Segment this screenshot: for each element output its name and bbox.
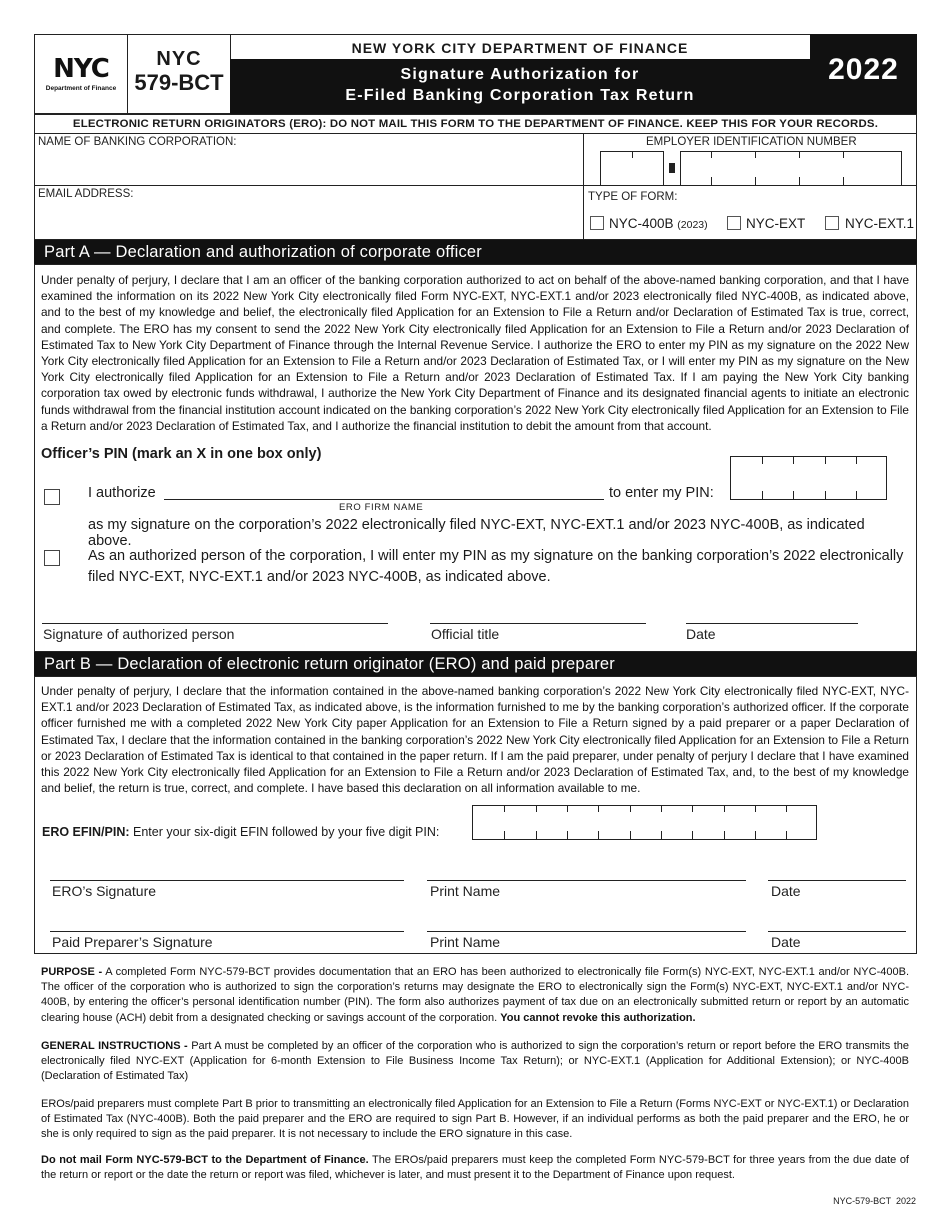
part-a-heading: Part A — Declaration and authorization of corporate officer (34, 240, 917, 264)
form-type-nyc400b-label (609, 216, 708, 231)
ero-instructions: EROs/paid preparers must complete Part B prior to transmitting an electronically filed Application for an Extension to File a Return (Forms NYC-EXT or NYC-EXT.1) or Declaration of Estimated Tax (NYC-400B). Both the paid preparer and the ERO are required to sign Part B. However, if an individual performs as both the paid preparer and the ERO, he or she is only required to sign as the paid preparer. It is not necessary to include the ERO signature in this case. (41, 1098, 909, 1141)
do-not-mail-instructions (41, 1153, 909, 1183)
pin-tick (856, 457, 857, 464)
email-input[interactable] (38, 202, 578, 236)
ein-tick (799, 152, 800, 158)
ein-tick (755, 152, 756, 158)
form-type-label: TYPE OF FORM: (588, 191, 678, 203)
authorized-signature-label: Signature of authorized person (43, 626, 235, 642)
nyc-logo (34, 34, 128, 114)
pin-tick (825, 491, 826, 499)
efin-pin-input[interactable] (472, 805, 817, 840)
form-type-nyc400b-checkbox[interactable] (590, 216, 604, 230)
form-type-nycext-checkbox[interactable] (727, 216, 741, 230)
pin-tick (825, 457, 826, 464)
preparer-signature-line[interactable] (50, 931, 404, 932)
efin-tick (755, 831, 756, 839)
official-title-label: Official title (431, 626, 500, 642)
form-type-nyc400b-note: (2023) (677, 219, 708, 231)
form-type-nycext1-checkbox[interactable] (825, 216, 839, 230)
official-title-line[interactable] (430, 623, 646, 624)
ero-signature-line[interactable] (50, 880, 404, 881)
ero-date-label: Date (771, 883, 801, 899)
pin-tick (793, 491, 794, 499)
ein-tick (632, 152, 633, 158)
efin-tick (504, 831, 505, 839)
ero-notice: ELECTRONIC RETURN ORIGINATORS (ERO): DO NOT MAIL THIS FORM TO THE DEPARTMENT OF FINANCE. KEEP THIS FOR YOUR RECORDS. (34, 114, 917, 134)
ein-part2 (680, 151, 902, 186)
preparer-date-label: Date (771, 934, 801, 950)
do-not-mail-label: Do not mail Form NYC-579-BCT to the Department of Finance. (41, 1154, 369, 1166)
authorize-continuation: as my signature on the corporation’s 2022 electronically filed NYC-EXT, NYC-EXT.1 and/or 2023 NYC-400B, as indicated above. (88, 517, 865, 549)
form-title-line2: E-Filed Banking Corporation Tax Return (345, 87, 695, 104)
pin-tick (762, 491, 763, 499)
ein-tick (799, 177, 800, 185)
officer-pin-heading: Officer’s PIN (mark an X in one box only) (41, 446, 322, 462)
purpose-bold-end: You cannot revoke this authorization. (500, 1011, 696, 1024)
authorize-prefix: I authorize (88, 485, 156, 501)
efin-tick (630, 806, 631, 812)
form-year: 2022 (810, 34, 917, 114)
authorize-suffix: to enter my PIN: (609, 485, 714, 501)
ero-print-name-label: Print Name (430, 883, 501, 899)
form-number-block (127, 34, 231, 114)
id-divider (583, 133, 584, 240)
preparer-date-line[interactable] (768, 931, 906, 932)
efin-tick (786, 806, 787, 812)
officer-pin-input[interactable] (730, 456, 887, 500)
form-title (230, 59, 810, 114)
efin-tick (536, 831, 537, 839)
efin-tick (692, 806, 693, 812)
ein-hyphen (669, 163, 675, 173)
ein-tick (755, 177, 756, 185)
pin-tick (793, 457, 794, 464)
pin-tick (856, 491, 857, 499)
ein-tick (711, 177, 712, 185)
efin-tick (504, 806, 505, 812)
ero-firm-name-label: ERO FIRM NAME (339, 502, 424, 513)
efin-tick (724, 806, 725, 812)
form-prefix: NYC (156, 48, 202, 70)
general-label: GENERAL INSTRUCTIONS - (41, 1040, 188, 1052)
ero-firm-name-input[interactable] (164, 499, 604, 500)
department-name: NEW YORK CITY DEPARTMENT OF FINANCE (230, 34, 810, 60)
form-type-nycext1-label: NYC-EXT.1 (845, 216, 915, 231)
part-a-declaration: Under penalty of perjury, I declare that I am an officer of the banking corporation authorized to act on behalf of the above-named banking corporation, and that I have examined the information on its 2022 New York City electronically filed Form NYC-EXT, NYC-EXT.1 and/or 2023 electronically filed NYC-400B, as indicated above, and to the best of my knowledge and belief, the electronically filed Application for an Extension to File a Return and/or Declaration of Estimated Tax is true, correct, and complete. The ERO has my consent to send the 2022 New York City electronically filed Application for an Extension to File a Return and/or 2023 Declaration of Estimated Tax to New York City Department of Finance through the Internal Revenue Service. I authorize the ERO to enter my PIN as my signature on the 2022 New York City electronically filed Application for an Extension to File a Return and/or 2023 Declaration of Estimated Tax, or I will enter my PIN as my signature on the New York City electronically filed Application for an Extension to File a Return and/or 2023 Declaration of Estimated Tax. If I am paying the New York City banking corporation tax owed by electronic funds withdrawal, I authorize the New York City Department of Finance and its designated financial agents to initiate an electronic funds withdrawal from the financial institution account indicated on the banking corporation’s 2022 New York City electronically filed Application for an Extension to File a Return and/or 2023 Declaration of Estimated Tax, and I authorize the financial institution to debit the amount from that account. (41, 273, 909, 433)
part-a-date-line[interactable] (686, 623, 858, 624)
part-b-heading: Part B — Declaration of electronic return originator (ERO) and paid preparer (34, 652, 917, 676)
corporation-name-label: NAME OF BANKING CORPORATION: (38, 136, 237, 148)
efin-tick (598, 806, 599, 812)
part-b-declaration: Under penalty of perjury, I declare that the information contained in the above-named banking corporation’s 2022 New York City electronically filed NYC-EXT, NYC-EXT.1 and/or 2023 Declaration of Estimated Tax, as indicated above, is the information furnished to me by the banking corporation’s authorized officer. If the corporate officer furnished me with a completed 2022 New York City paper Application for an Extension to File a Return signed by a paid preparer or a paper Declaration of Estimated Tax, I declare that the information contained in the banking corporation’s 2022 New York City electronically filed Application for an Extension to File a Return or 2023 Declaration of Estimated Tax is identical to that contained in the paper return. If I am the paid preparer, under penalty of perjury I declare that I have examined this 2022 New York City electronically filed Application for an Extension to File a Return and/or 2023 Declaration of Estimated Tax, and, to the best of my knowledge and belief, the return is true, correct, and complete. I have based this declaration on all information available to me. (41, 684, 909, 796)
efin-pin-instruction: Enter your six-digit EFIN followed by your five digit PIN: (133, 825, 440, 839)
ein-part1 (600, 151, 664, 186)
efin-tick (661, 806, 662, 812)
form-number: 579-BCT (134, 70, 224, 95)
form-title-line1: Signature Authorization for (400, 66, 640, 83)
efin-tick (567, 806, 568, 812)
ein-tick (711, 152, 712, 158)
ein-input[interactable] (600, 151, 900, 185)
logo-subtext: Department of Finance (45, 85, 117, 92)
email-label: EMAIL ADDRESS: (38, 188, 134, 200)
efin-tick (755, 806, 756, 812)
efin-tick (661, 831, 662, 839)
pin-tick (762, 457, 763, 464)
preparer-print-name-label: Print Name (430, 934, 501, 950)
part-a-date-label: Date (686, 626, 716, 642)
authorized-signature-line[interactable] (42, 623, 388, 624)
efin-pin-label-row (42, 825, 439, 839)
corporation-name-input[interactable] (38, 150, 578, 182)
ero-signature-label: ERO’s Signature (52, 883, 157, 899)
purpose-text: A completed Form NYC-579-BCT provides documentation that an ERO has been authorized to electronically file Form(s) NYC-EXT, NYC-EXT.1 and/or NYC-400B. The officer of the corporation who is authorized to sign the corporation’s returns may designate the ERO to electronically sign the Form(s) NYC-EXT, NYC-EXT.1 and/or NYC-400B, by entering the officer’s personal identification number (PIN). The form also authorizes payment of tax due on an electronically submitted return or report by an automatic clearing house (ACH) debit from a designated checking or savings account of the corporation. (41, 966, 910, 1024)
purpose-instructions (41, 965, 909, 1026)
preparer-signature-label: Paid Preparer’s Signature (52, 934, 213, 950)
efin-tick (630, 831, 631, 839)
ero-date-line[interactable] (768, 880, 906, 881)
purpose-label: PURPOSE - (41, 966, 103, 978)
do-not-mail-text: The EROs/paid preparers must keep the completed Form NYC-579-BCT for three years from the due date of the return or report or the date the return or report was filed, whichever is later, and must present it to the Department of Finance upon request. (41, 1154, 909, 1182)
ero-print-name-line[interactable] (427, 880, 746, 881)
ein-tick (843, 177, 844, 185)
authorize-ero-checkbox[interactable] (44, 489, 60, 505)
efin-tick (598, 831, 599, 839)
efin-tick (536, 806, 537, 812)
efin-tick (786, 831, 787, 839)
self-enter-pin-text: As an authorized person of the corporation, I will enter my PIN as my signature on the banking corporation’s 2022 electronically filed NYC-EXT, NYC-EXT.1 and/or 2023 NYC-400B, as indicated above. (88, 548, 904, 585)
logo-mark: NYC (53, 54, 109, 84)
efin-tick (724, 831, 725, 839)
ein-tick (843, 152, 844, 158)
efin-pin-label: ERO EFIN/PIN: (42, 825, 130, 839)
preparer-print-name-line[interactable] (427, 931, 746, 932)
efin-tick (567, 831, 568, 839)
general-text: Part A must be completed by an officer of the corporation who is authorized to sign the corporation’s return or report before the ERO transmits the electronically filed NYC-EXT (Application for 6-month Extension to File Business Income Tax Return); or NYC-EXT.1 (Application for Additional Extension); or NYC-400B (Declaration of Estimated Tax) (41, 1040, 909, 1083)
ein-label: EMPLOYER IDENTIFICATION NUMBER (646, 136, 857, 148)
form-type-nycext-label: NYC-EXT (746, 216, 806, 231)
footer-form-id: NYC-579-BCT 2022 (833, 1196, 916, 1206)
self-enter-pin-checkbox[interactable] (44, 550, 60, 566)
form-type-nyc400b-text: NYC-400B (609, 216, 674, 231)
efin-tick (692, 831, 693, 839)
general-instructions (41, 1039, 909, 1085)
